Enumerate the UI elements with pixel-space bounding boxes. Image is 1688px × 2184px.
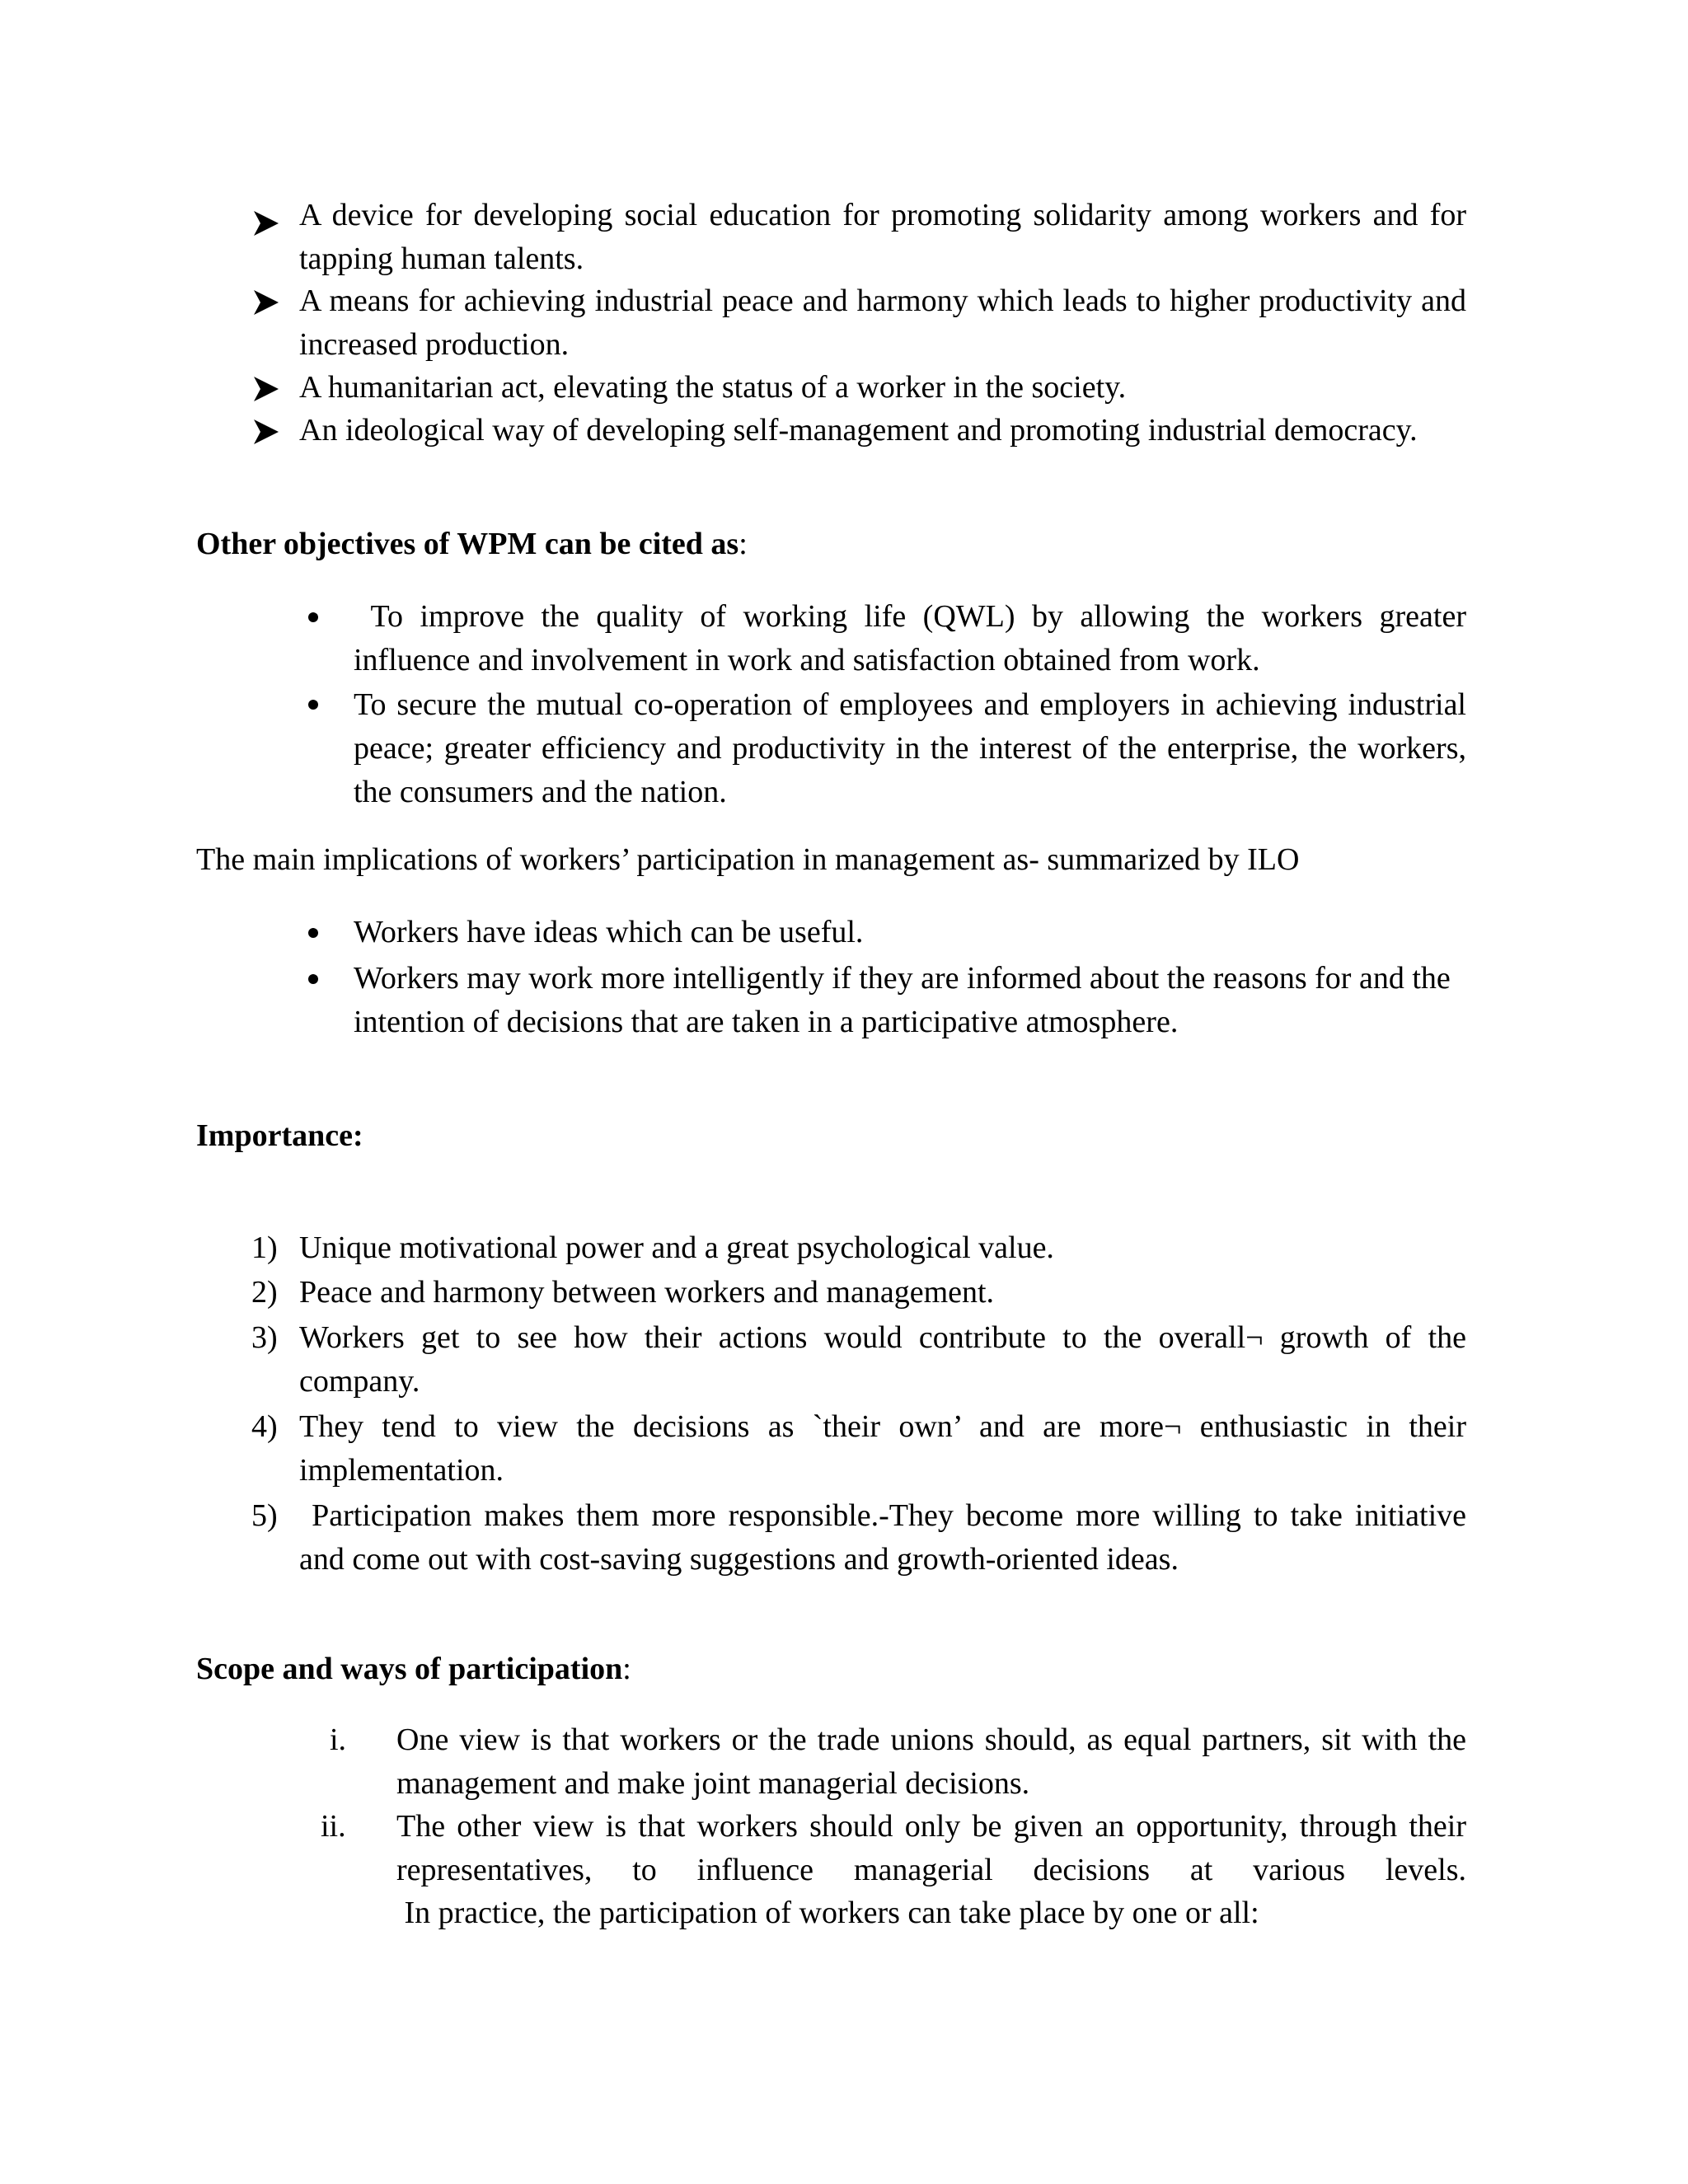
importance-item: Unique motivational power and a great psychological value. — [299, 1230, 1054, 1265]
scope-item-line: The other view is that workers should only be given an opportunity, through their — [396, 1809, 1466, 1844]
bullet-dot-icon — [308, 612, 318, 622]
scope-item-line: In practice, the participation of workers can take place by one or all: — [396, 1896, 1259, 1930]
objectives-heading-text: Other objectives of WPM can be cited as — [196, 527, 739, 561]
list-number: 4) — [251, 1409, 278, 1444]
arrow-bullet-item: A device for developing social education for promoting solidarity among workers and for tapping human talents. — [299, 198, 1466, 276]
importance-item: Peace and harmony between workers and management. — [299, 1275, 995, 1310]
objectives-heading-colon: : — [738, 527, 748, 561]
importance-item: Workers get to see how their actions would contribute to the overall¬ growth of the company. — [299, 1320, 1466, 1399]
scope-item-line: representatives, to influence managerial decisions at various levels. — [396, 1853, 1466, 1887]
scope-heading-text: Scope and ways of participation — [196, 1652, 623, 1686]
bullet-dot-icon — [308, 928, 318, 938]
list-number: 1) — [251, 1230, 278, 1265]
arrow-bullet-icon — [252, 375, 280, 403]
objective-item: To improve the quality of working life (QWL) by allowing the workers greater influence and involvement in work and satisfaction obtained from work. — [354, 599, 1475, 677]
objectives-heading — [196, 523, 748, 566]
arrow-bullet-item: An ideological way of developing self-management and promoting industrial democracy. — [299, 413, 1418, 448]
importance-item: Participation makes them more responsible.-They become more willing to take initiative and come out with cost-saving suggestions and growth-oriented ideas. — [299, 1498, 1475, 1577]
objective-item: To secure the mutual co-operation of employees and employers in achieving industrial peace; greater efficiency and productivity in the interest of the enterprise, the workers, the consumers and the nation. — [354, 687, 1466, 809]
arrow-bullet-item: A humanitarian act, elevating the status of a worker in the society. — [299, 370, 1127, 405]
scope-item: One view is that workers or the trade unions should, as equal partners, sit with the management and make joint managerial decisions. — [396, 1722, 1466, 1801]
implication-item: Workers have ideas which can be useful. — [354, 915, 864, 949]
list-number: 5) — [251, 1498, 278, 1533]
arrow-bullet-icon — [252, 418, 280, 446]
arrow-bullet-icon — [252, 288, 280, 316]
importance-heading — [196, 1114, 363, 1158]
implications-intro: The main implications of workers’ participation in management as- summarized by ILO — [196, 842, 1300, 877]
bullet-dot-icon — [308, 974, 318, 984]
arrow-bullet-icon — [252, 209, 280, 237]
list-number: 3) — [251, 1320, 278, 1355]
arrow-bullet-item: A means for achieving industrial peace and harmony which leads to higher productivity and increased production. — [299, 284, 1466, 362]
importance-heading-text: Importance: — [196, 1118, 363, 1153]
list-number: 2) — [251, 1275, 278, 1310]
bullet-dot-icon — [308, 700, 318, 710]
list-number: i. — [330, 1722, 347, 1757]
list-number: ii. — [321, 1809, 346, 1844]
scope-heading-colon: : — [622, 1652, 631, 1686]
scope-heading — [196, 1647, 631, 1691]
implication-item: Workers may work more intelligently if they are informed about the reasons for and the intention of decisions that are taken in a participative atmosphere. — [354, 961, 1451, 1039]
importance-item: They tend to view the decisions as `their own’ and are more¬ enthusiastic in their implementation. — [299, 1409, 1466, 1488]
